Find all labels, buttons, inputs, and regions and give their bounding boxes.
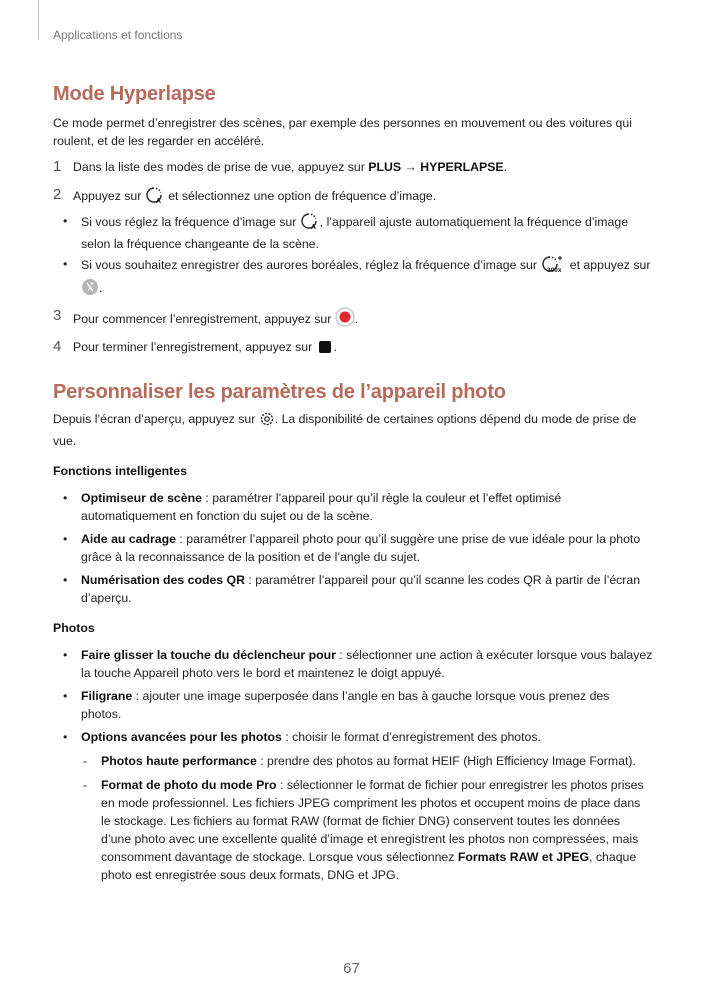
step-4: 4 Pour terminer l’enregistrement, appuyez sur . <box>53 338 338 355</box>
step-2: 2 Appuyez sur A et sélectionnez une option de fréquence d’image. <box>53 186 653 209</box>
record-icon <box>335 307 355 332</box>
svg-text:A: A <box>310 224 316 230</box>
page-content <box>53 80 653 884</box>
section-header: Applications et fonctions <box>53 28 183 42</box>
svg-text:300x: 300x <box>547 267 562 273</box>
list-item: • Aide au cadrage : paramétrer l’appareil photo pour qu’il suggère une prise de vue idéale pour la photo grâce à la reconnaissance de la position et de l’angle du sujet. <box>63 532 641 564</box>
frame-rate-300x-icon <box>540 255 566 278</box>
page-number: 67 <box>343 960 360 977</box>
hyperlapse-intro: Ce mode permet d’enregistrer des scènes, par exemple des personnes en mouvement ou des voitures qui roulent, et de les regarder en accéléré. <box>53 116 632 148</box>
smart-functions-heading: Fonctions intelligentes <box>53 464 187 478</box>
list-item: • Si vous souhaitez enregistrer des aurores boréales, réglez la fréquence d’image sur 300x et appuyez sur . <box>53 255 653 301</box>
list-item: • Filigrane : ajouter une image superposée dans l’angle en bas à gauche lorsque vous prenez des photos. <box>63 689 610 721</box>
header-rule <box>38 0 39 40</box>
sub-list-item: - Photos haute performance : prendre des photos au format HEIF (High Efficiency Image Format). <box>83 754 636 768</box>
frame-rate-auto-icon <box>300 212 320 235</box>
svg-text:A: A <box>155 198 161 204</box>
night-mode-icon <box>81 278 99 301</box>
list-item: • Faire glisser la touche du déclencheur pour : sélectionner une action à exécuter lorsque vous balayez la touche Appareil photo vers le bord et maintenez le doigt appuyé. <box>63 648 653 680</box>
step-number: 2 <box>53 186 62 203</box>
list-item: • Optimiseur de scène : paramétrer l’appareil pour qu’il règle la couleur et l’effet optimisé automatiquement en fonction du sujet ou de la scène. <box>63 491 562 523</box>
step-number: 4 <box>53 338 62 355</box>
list-item: • Numérisation des codes QR : paramétrer l’appareil pour qu’il scanne les codes QR à partir de l’écran d’aperçu. <box>63 573 641 605</box>
step-3: 3 Pour commencer l’enregistrement, appuyez sur . <box>53 307 653 332</box>
frame-rate-auto-icon <box>145 186 165 209</box>
settings-intro: Depuis l’écran d’aperçu, appuyez sur . La disponibilité de certaines options dépend du mode de prise de vue. <box>53 412 637 448</box>
hyperlapse-title: Mode Hyperlapse <box>53 83 216 105</box>
sub-list-item: - Format de photo du mode Pro : sélectionner le format de fichier pour enregistrer les photos prises en mode professionnel. Les fichiers JPEG compriment les photos et occupent moins de place dans le stockage. Les fichiers au format RAW (format de fichier DNG) conservent toutes les données d’une photo avec une excellente qualité d’image et enregistrent les photos non compressées, mais consomment davantage de stockage. Lorsque vous sélectionnez Formats RAW et JPEG, chaque photo est enregistrée sous deux formats, DNG et JPG. <box>83 778 644 882</box>
step-number: 3 <box>53 307 62 324</box>
stop-icon <box>319 341 331 353</box>
gear-icon <box>259 411 275 432</box>
photos-heading: Photos <box>53 621 95 635</box>
step-1: 1 Dans la liste des modes de prise de vue, appuyez sur PLUS → HYPERLAPSE. <box>53 158 508 175</box>
list-item: • Options avancées pour les photos : choisir le format d’enregistrement des photos. <box>63 730 541 744</box>
settings-title: Personnaliser les paramètres de l’appareil photo <box>53 381 506 403</box>
list-item: • Si vous réglez la fréquence d’image sur A , l’appareil ajuste automatiquement la fréquence d’image selon la fréquence changeante de la scène. <box>63 214 629 251</box>
step-number: 1 <box>53 158 62 175</box>
